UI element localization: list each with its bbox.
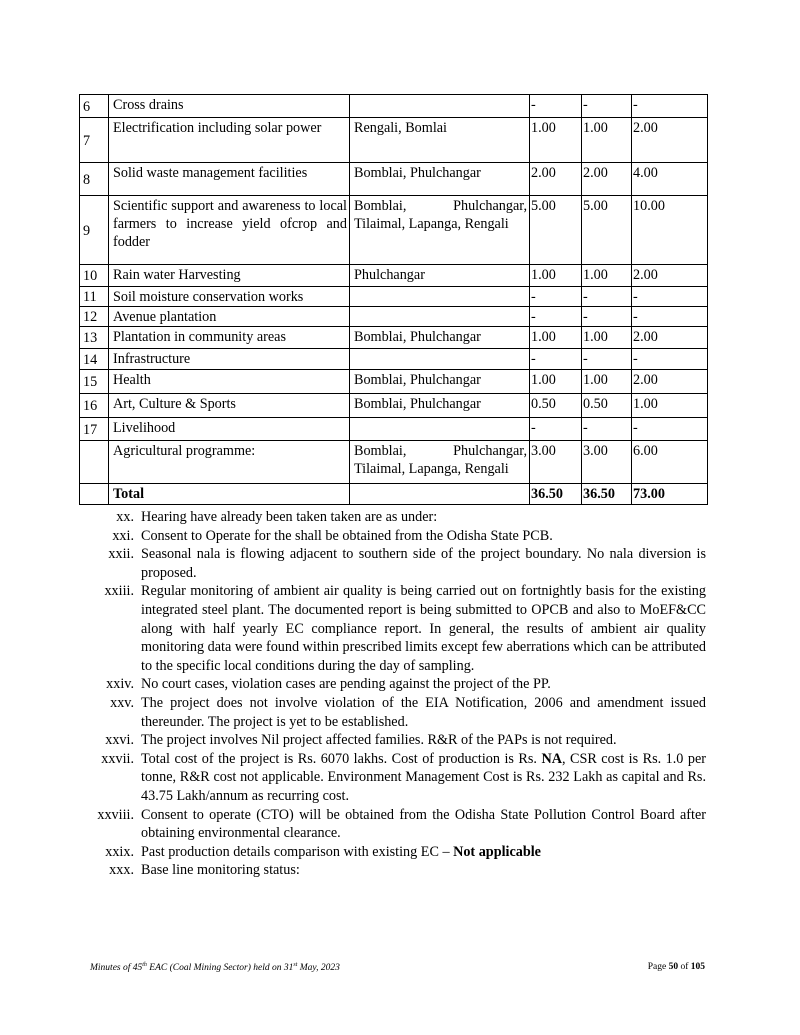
year2-cell: 2.00 (582, 163, 632, 196)
activity-cell: Electrification including solar power (109, 118, 350, 163)
serial-number-cell: 11 (80, 287, 109, 307)
activity-cell: Health (109, 370, 350, 394)
item-text (141, 843, 706, 862)
list-item (80, 843, 706, 862)
year1-cell: 1.00 (530, 265, 582, 287)
table-row (80, 441, 708, 484)
year2-cell: 5.00 (582, 196, 632, 265)
item-text (141, 694, 706, 731)
list-item (80, 545, 706, 582)
table-row (80, 418, 708, 441)
item-text (141, 675, 706, 694)
text-segment: , CSR cost is Rs. 1.0 per tonne, R&R cost not applicable. Environment Management Cost is Rs. 232 Lakh as capital and Rs. 43.75 Lakh/annum as recurring cost. (141, 750, 706, 804)
total-cell: 2.00 (632, 118, 708, 163)
year1-cell: 0.50 (530, 394, 582, 418)
year2-cell: - (582, 418, 632, 441)
year2-cell: 1.00 (582, 370, 632, 394)
year2-cell: 0.50 (582, 394, 632, 418)
serial-number-cell: 6 (80, 95, 109, 118)
villages-cell (350, 287, 530, 307)
list-item (80, 806, 706, 843)
item-text (141, 750, 706, 806)
activity-cell: Solid waste management facilities (109, 163, 350, 196)
item-number: xxix. (105, 843, 134, 860)
item-number: xxii. (108, 546, 134, 563)
text-segment: Regular monitoring of ambient air quality is being carried out on fortnightly basis for the existing integrated steel plant. The documented report is being submitted to OPCB and also to MoEF&CC along with half yearly EC compliance report. In general, the results of ambient air quality monitoring data were found within prescribed limits except few aberrations which can be attributed to the specific local conditions during the day of sampling. (141, 583, 706, 674)
villages-cell: Phulchangar (350, 265, 530, 287)
total-cell: - (632, 418, 708, 441)
item-number: xxx. (109, 862, 134, 879)
table-row (80, 327, 708, 349)
year2-cell: - (582, 287, 632, 307)
table-row (80, 287, 708, 307)
grand-total: 73.00 (632, 484, 708, 505)
item-number: xxiii. (104, 583, 134, 600)
item-number: xxvi. (105, 732, 134, 749)
text-segment: Seasonal nala is flowing adjacent to southern side of the project boundary. No nala diversion is proposed. (141, 546, 706, 581)
year2-cell: - (582, 349, 632, 370)
text-segment: Past production details comparison with existing EC – (141, 843, 454, 860)
year2-total: 36.50 (582, 484, 632, 505)
list-item (80, 582, 706, 675)
serial-number-cell: 7 (80, 118, 109, 163)
list-item (80, 731, 706, 750)
empty-cell (80, 484, 109, 505)
activity-cell: Scientific support and awareness to local farmers to increase yield ofcrop and fodder (109, 196, 350, 265)
total-cell: 1.00 (632, 394, 708, 418)
footer-page-number: Page 50 of 105 (647, 962, 705, 972)
list-item (80, 527, 706, 546)
item-number: xxiv. (106, 676, 134, 693)
year1-cell: 5.00 (530, 196, 582, 265)
item-number: xxviii. (97, 806, 134, 823)
villages-cell: Bomblai, Phulchangar (350, 327, 530, 349)
year2-cell: 1.00 (582, 265, 632, 287)
activity-cell: Agricultural programme: (109, 441, 350, 484)
year2-cell: 3.00 (582, 441, 632, 484)
item-number: xxv. (110, 694, 134, 711)
conditions-list (80, 508, 706, 880)
item-text (141, 731, 706, 750)
villages-cell (350, 307, 530, 327)
empty-cell (350, 484, 530, 505)
table-row (80, 370, 708, 394)
item-number: xxi. (112, 527, 134, 544)
text-segment: The project involves Nil project affected families. R&R of the PAPs is not required. (141, 732, 617, 749)
serial-number-cell: 14 (80, 349, 109, 370)
total-cell: - (632, 349, 708, 370)
table-row (80, 265, 708, 287)
list-item (80, 694, 706, 731)
text-segment: Consent to Operate for the shall be obtained from the Odisha State PCB. (141, 527, 553, 544)
year1-cell: 1.00 (530, 370, 582, 394)
total-cell: 4.00 (632, 163, 708, 196)
footer-meeting-title: Minutes of 45th EAC (Coal Mining Sector) held on 31st May, 2023 (90, 962, 340, 974)
total-cell: 2.00 (632, 370, 708, 394)
bold-text: Not applicable (453, 843, 541, 860)
year1-cell: - (530, 349, 582, 370)
total-cell: - (632, 95, 708, 118)
total-cell: 6.00 (632, 441, 708, 484)
serial-number-cell: 15 (80, 370, 109, 394)
activity-cell: Cross drains (109, 95, 350, 118)
item-number: xxvii. (101, 750, 134, 767)
list-item (80, 508, 706, 527)
item-text (141, 806, 706, 843)
total-cell: 2.00 (632, 265, 708, 287)
activity-cell: Art, Culture & Sports (109, 394, 350, 418)
villages-cell: Bomblai, Phulchangar, Tilaimal, Lapanga, Rengali (350, 196, 530, 265)
total-label: Total (109, 484, 350, 505)
year1-cell: 1.00 (530, 118, 582, 163)
serial-number-cell: 16 (80, 394, 109, 418)
item-text (141, 861, 706, 880)
serial-number-cell (80, 441, 109, 484)
villages-cell: Bomblai, Phulchangar, Tilaimal, Lapanga, Rengali (350, 441, 530, 484)
villages-cell: Bomblai, Phulchangar (350, 163, 530, 196)
page-footer (90, 962, 705, 973)
list-item (80, 750, 706, 806)
activity-cell: Infrastructure (109, 349, 350, 370)
serial-number-cell: 17 (80, 418, 109, 441)
item-text (141, 527, 706, 546)
year1-cell: 2.00 (530, 163, 582, 196)
activity-cell: Rain water Harvesting (109, 265, 350, 287)
table-row (80, 163, 708, 196)
text-segment: Consent to operate (CTO) will be obtained from the Odisha State Pollution Control Board after obtaining environmental clearance. (141, 806, 706, 842)
activity-cell: Plantation in community areas (109, 327, 350, 349)
item-text (141, 582, 706, 675)
serial-number-cell: 10 (80, 265, 109, 287)
item-text (141, 545, 706, 582)
year1-cell: - (530, 418, 582, 441)
year2-cell: - (582, 95, 632, 118)
text-segment: No court cases, violation cases are pending against the project of the PP. (141, 676, 551, 693)
serial-number-cell: 9 (80, 196, 109, 265)
activity-cell: Livelihood (109, 418, 350, 441)
villages-cell (350, 349, 530, 370)
table-row (80, 349, 708, 370)
villages-cell: Rengali, Bomlai (350, 118, 530, 163)
csr-budget-table (79, 94, 708, 505)
year2-cell: 1.00 (582, 118, 632, 163)
year1-cell: - (530, 307, 582, 327)
total-cell: 2.00 (632, 327, 708, 349)
total-cell: - (632, 287, 708, 307)
table-row (80, 118, 708, 163)
bold-text: NA (541, 750, 562, 767)
serial-number-cell: 12 (80, 307, 109, 327)
villages-cell (350, 95, 530, 118)
table-row (80, 394, 708, 418)
list-item (80, 675, 706, 694)
villages-cell (350, 418, 530, 441)
year1-cell: - (530, 287, 582, 307)
text-segment: Hearing have already been taken taken are as under: (141, 509, 438, 525)
activity-cell: Avenue plantation (109, 307, 350, 327)
table-row (80, 196, 708, 265)
serial-number-cell: 8 (80, 163, 109, 196)
total-row (80, 484, 708, 505)
text-segment: Total cost of the project is Rs. 6070 lakhs. Cost of production is Rs. (141, 750, 542, 767)
year1-total: 36.50 (530, 484, 582, 505)
list-item (80, 861, 706, 880)
year2-cell: 1.00 (582, 327, 632, 349)
total-cell: - (632, 307, 708, 327)
villages-cell: Bomblai, Phulchangar (350, 394, 530, 418)
table-row (80, 95, 708, 118)
item-text (141, 508, 706, 527)
table-row (80, 307, 708, 327)
year1-cell: - (530, 95, 582, 118)
year2-cell: - (582, 307, 632, 327)
text-segment: Base line monitoring status: (141, 862, 300, 879)
serial-number-cell: 13 (80, 327, 109, 349)
year1-cell: 3.00 (530, 441, 582, 484)
total-cell: 10.00 (632, 196, 708, 265)
year1-cell: 1.00 (530, 327, 582, 349)
text-segment: The project does not involve violation of the EIA Notification, 2006 and amendment issued thereunder. The project is yet to be established. (141, 694, 706, 730)
item-number: xx. (116, 509, 134, 525)
villages-cell: Bomblai, Phulchangar (350, 370, 530, 394)
activity-cell: Soil moisture conservation works (109, 287, 350, 307)
